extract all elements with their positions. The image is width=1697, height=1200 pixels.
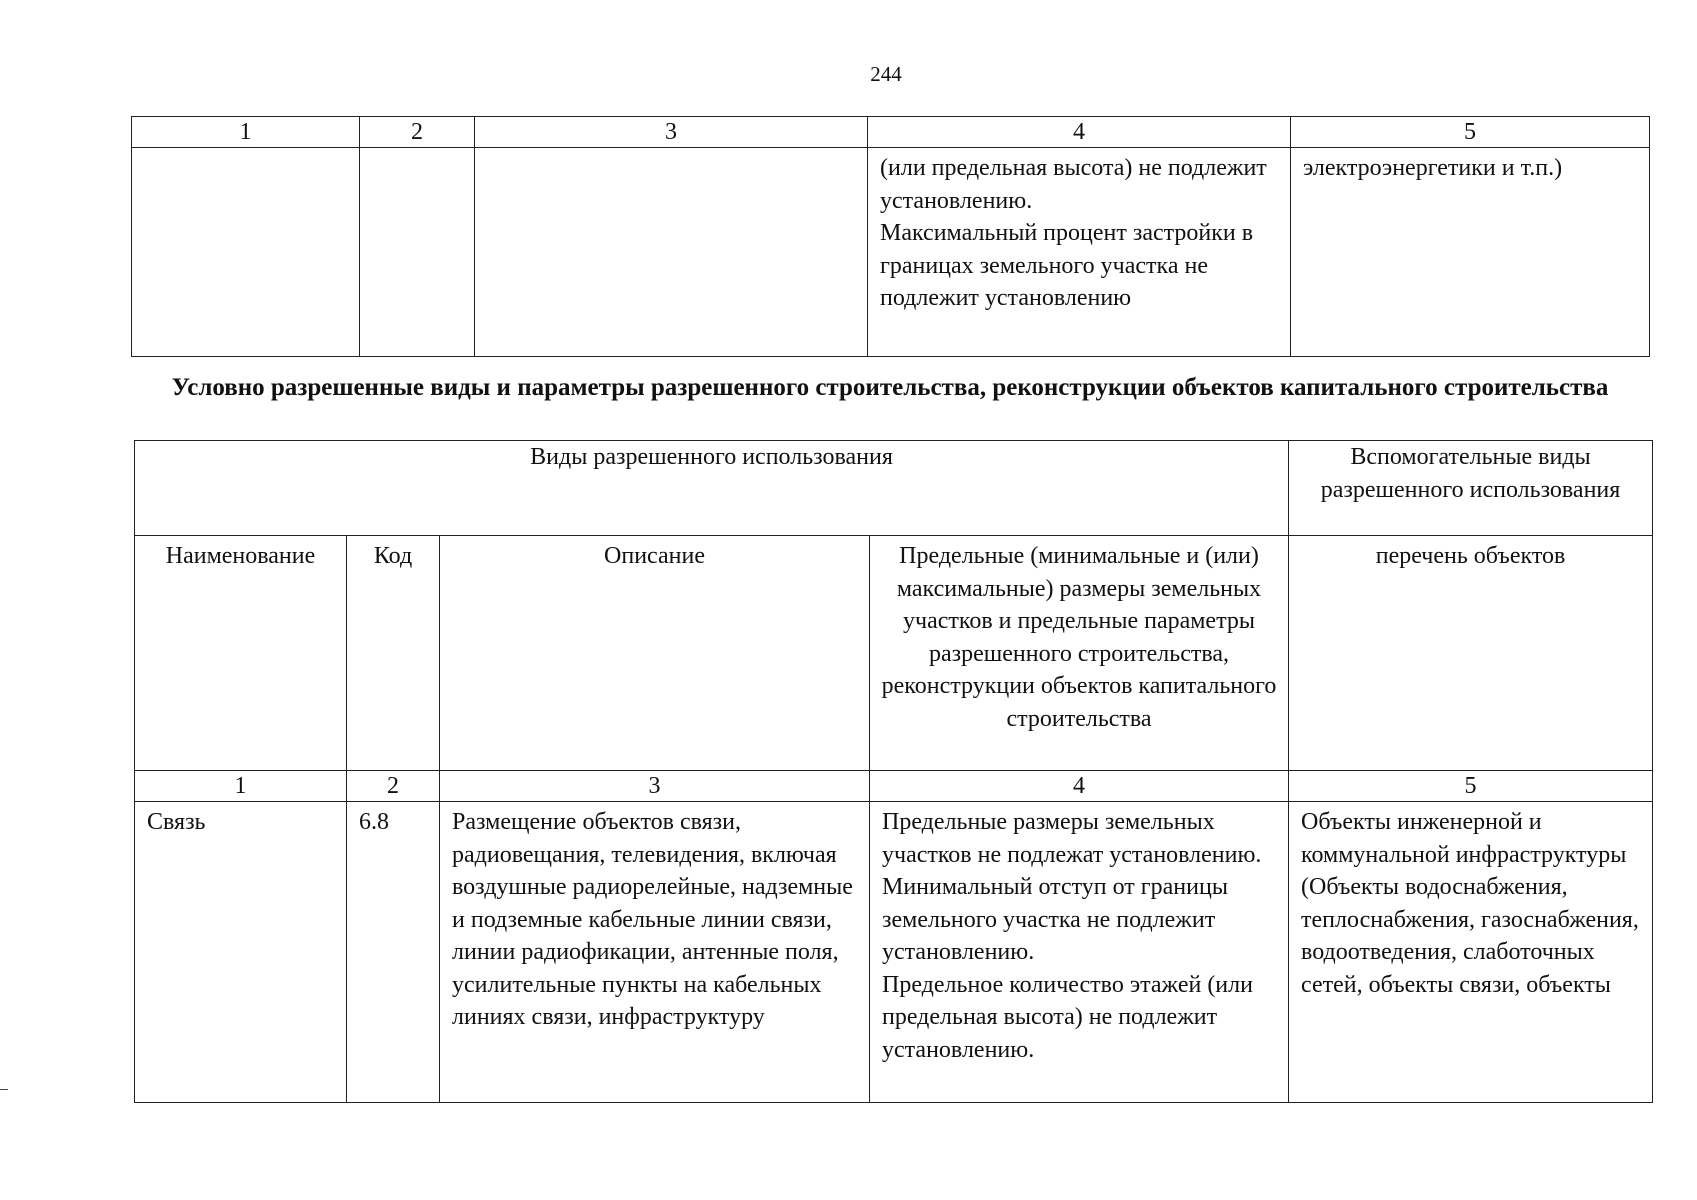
table-row <box>132 148 1650 357</box>
header-name: Наименование <box>135 536 347 771</box>
group-header-row <box>135 441 1653 536</box>
name-cell: Связь <box>135 802 347 1103</box>
column-header-row <box>135 536 1653 771</box>
params-cell: Предельные размеры земельных участков не подлежат установлению. Минимальный отступ от границы земельного участка не подлежит установлению. Предельное количество этажей (или предельная высота) не подлежит установлению. <box>870 802 1289 1103</box>
code-cell: 6.8 <box>347 802 440 1103</box>
empty-cell <box>475 148 868 357</box>
table-row <box>135 802 1653 1103</box>
aux-header-cell: Вспомогательные виды разрешенного использования <box>1289 441 1653 536</box>
description-cell: Размещение объектов связи, радиовещания, телевидения, включая воздушные радиорелейные, надземные и подземные кабельные линии связи, линии радиофикации, антенные поля, усилительные пункты на кабельных линиях связи, инфраструктуру <box>440 802 870 1103</box>
page-number: 244 <box>870 62 902 86</box>
scan-edge-mark <box>0 1089 8 1090</box>
column-number-cell: 1 <box>132 117 360 148</box>
column-number-cell: 2 <box>347 771 440 802</box>
column-number-cell: 4 <box>868 117 1291 148</box>
column-number-cell: 1 <box>135 771 347 802</box>
params-cell: (или предельная высота) не подлежит установлению. Максимальный процент застройки в границах земельного участка не подлежит установлению <box>868 148 1291 357</box>
header-code: Код <box>347 536 440 771</box>
objects-cell: Объекты инженерной и коммунальной инфраструктуры (Объекты водоснабжения, теплоснабжения, газоснабжения, водоотведения, слаботочных сетей, объекты связи, объекты <box>1289 802 1653 1103</box>
column-number-cell: 5 <box>1289 771 1653 802</box>
table-continuation <box>131 116 1650 357</box>
column-number-cell: 3 <box>475 117 868 148</box>
empty-cell <box>360 148 475 357</box>
group-header-cell: Виды разрешенного использования <box>135 441 1289 536</box>
column-number-row <box>135 771 1653 802</box>
column-number-cell: 4 <box>870 771 1289 802</box>
zoning-table <box>134 440 1653 1103</box>
header-params: Предельные (минимальные и (или) максимальные) размеры земельных участков и предельные параметры разрешенного строительства, реконструкции объектов капитального строительства <box>870 536 1289 771</box>
empty-cell <box>132 148 360 357</box>
column-number-cell: 2 <box>360 117 475 148</box>
column-number-cell: 3 <box>440 771 870 802</box>
objects-cell: электроэнергетики и т.п.) <box>1291 148 1650 357</box>
column-number-row <box>132 117 1650 148</box>
column-number-cell: 5 <box>1291 117 1650 148</box>
header-description: Описание <box>440 536 870 771</box>
section-title: Условно разрешенные виды и параметры разрешенного строительства, реконструкции объектов капитального строительства <box>171 374 1609 401</box>
header-objects: перечень объектов <box>1289 536 1653 771</box>
